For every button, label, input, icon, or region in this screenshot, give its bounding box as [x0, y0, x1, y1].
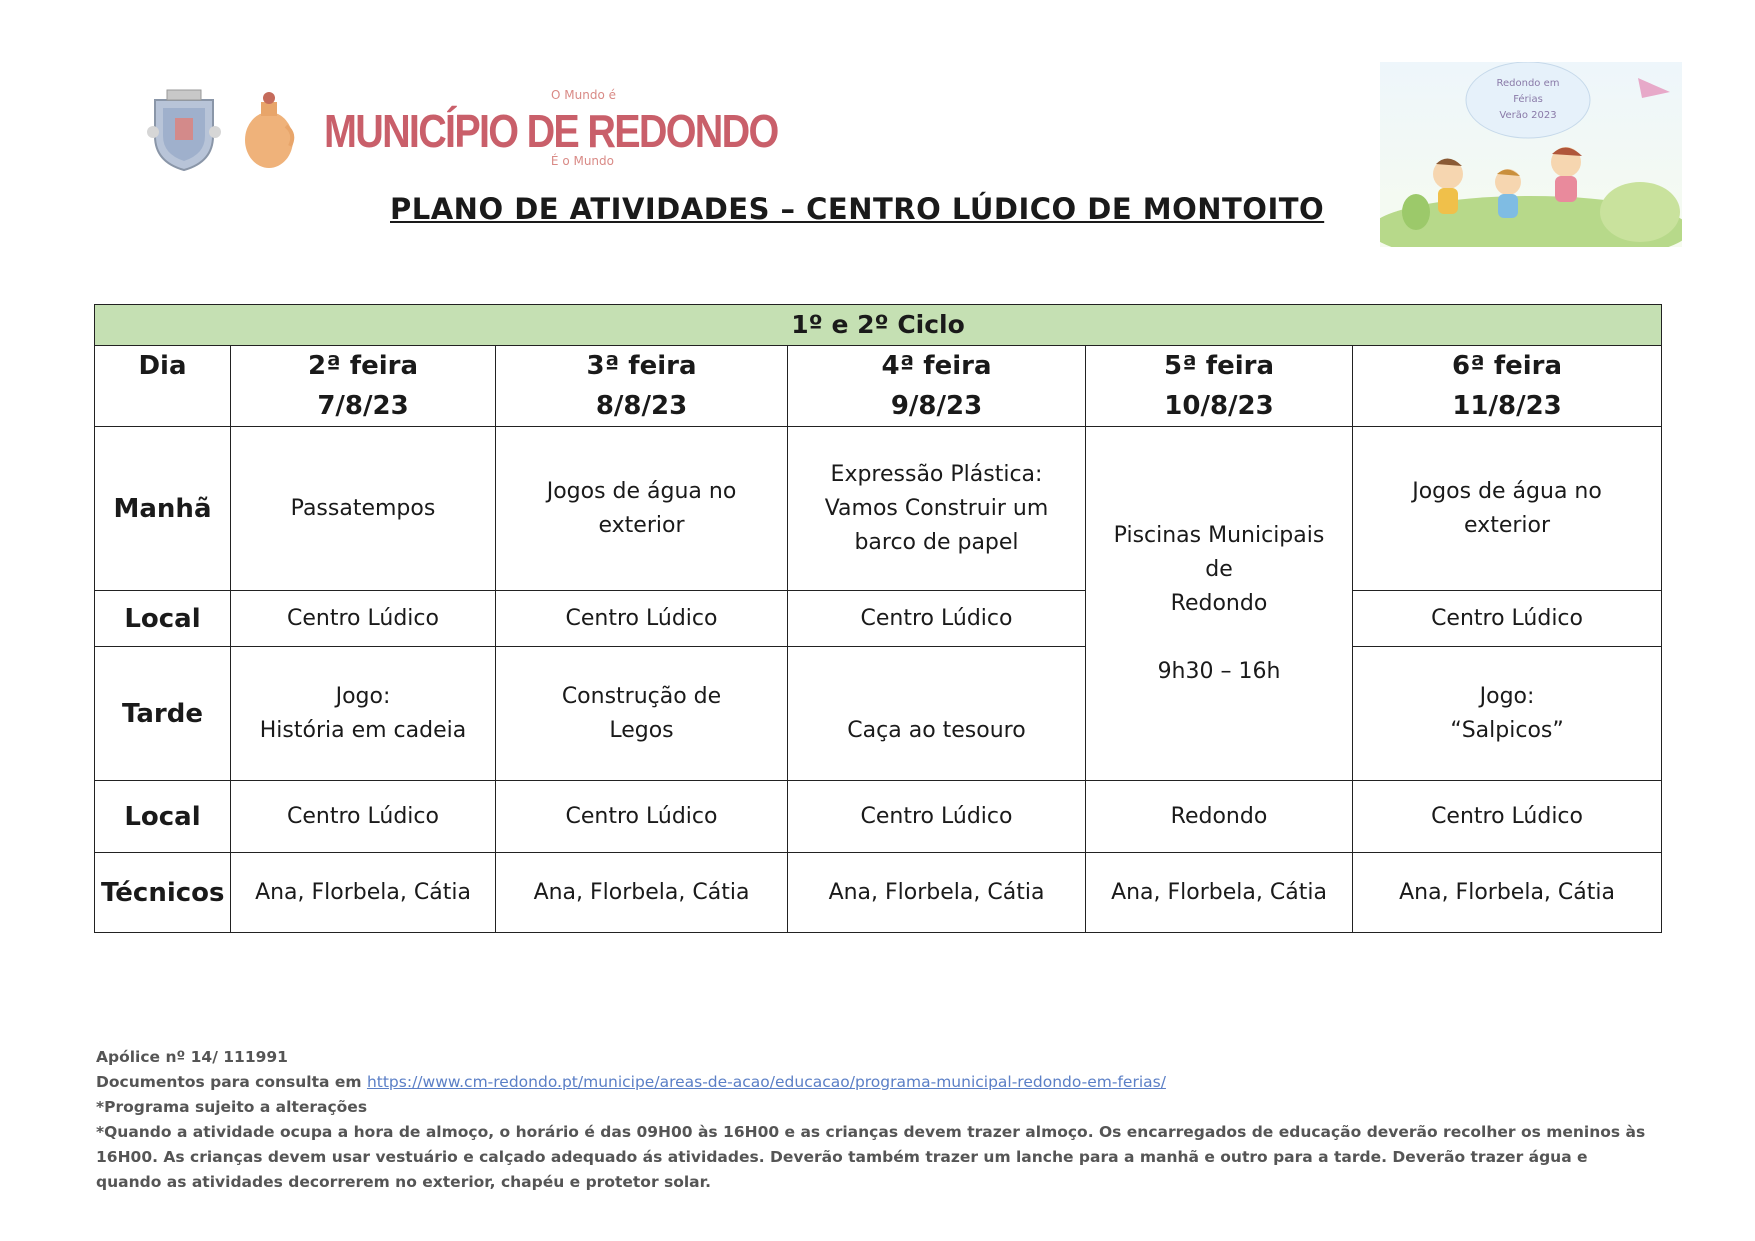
date: 11/8/23 — [1452, 391, 1562, 421]
municipality-tagline-bottom: É o Mundo — [550, 154, 614, 168]
row-label-manha: Manhã — [95, 427, 231, 591]
row-label-dia — [95, 346, 231, 427]
staff-wednesday: Ana, Florbela, Cátia — [788, 853, 1086, 933]
row-label-local-morning: Local — [95, 591, 231, 647]
date: 8/8/23 — [595, 391, 688, 421]
morning-activity-tuesday: Jogos de água no exterior — [496, 427, 788, 591]
morning-activity-monday: Passatempos — [231, 427, 496, 591]
staff-monday: Ana, Florbela, Cátia — [231, 853, 496, 933]
insurance-policy: Apólice nº 14/ 111991 — [96, 1048, 288, 1066]
dia-label: Dia — [138, 351, 187, 381]
row-label-tarde: Tarde — [95, 647, 231, 781]
afternoon-activity-wednesday: Caça ao tesouro — [788, 647, 1086, 781]
day-header-wednesday — [788, 346, 1086, 427]
promo-line-2: Férias — [1513, 94, 1543, 105]
footer-notes — [96, 1045, 1656, 1195]
afternoon-activity-tuesday: Construção de Legos — [496, 647, 788, 781]
afternoon-location-friday: Centro Lúdico — [1353, 781, 1662, 853]
afternoon-location-wednesday: Centro Lúdico — [788, 781, 1086, 853]
staff-tuesday: Ana, Florbela, Cátia — [496, 853, 788, 933]
municipality-name: MUNICÍPIO DE REDONDO — [324, 105, 778, 157]
weekday: 6ª feira — [1452, 351, 1563, 381]
documents-line — [96, 1070, 1656, 1095]
summer-holiday-illustration — [1380, 62, 1682, 247]
documents-link[interactable]: https://www.cm-redondo.pt/municipe/areas-de-acao/educacao/programa-municipal-redondo-em-ferias/ — [366, 1073, 1166, 1091]
day-header-row — [95, 346, 1662, 427]
activities-table — [94, 304, 1662, 933]
promo-line-3: Verão 2023 — [1499, 110, 1557, 121]
weekday: 3ª feira — [586, 351, 697, 381]
morning-location-tuesday: Centro Lúdico — [496, 591, 788, 647]
municipality-logo — [322, 84, 778, 174]
date: 9/8/23 — [890, 391, 983, 421]
clay-jar-icon — [240, 88, 298, 170]
program-change-note: *Programa sujeito a alterações — [96, 1098, 368, 1116]
day-header-friday — [1353, 346, 1662, 427]
thursday-pool-activity: Piscinas Municipais de Redondo 9h30 – 16h — [1086, 427, 1353, 781]
morning-location-wednesday: Centro Lúdico — [788, 591, 1086, 647]
morning-activity-friday: Jogos de água no exterior — [1353, 427, 1662, 591]
morning-activity-wednesday: Expressão Plástica: Vamos Construir um barco de papel — [788, 427, 1086, 591]
day-header-thursday — [1086, 346, 1353, 427]
row-label-local-afternoon: Local — [95, 781, 231, 853]
afternoon-location-thursday: Redondo — [1086, 781, 1353, 853]
afternoon-activity-friday: Jogo: “Salpicos” — [1353, 647, 1662, 781]
weekday: 4ª feira — [881, 351, 992, 381]
afternoon-row — [95, 647, 1662, 781]
staff-friday: Ana, Florbela, Cátia — [1353, 853, 1662, 933]
morning-location-friday: Centro Lúdico — [1353, 591, 1662, 647]
afternoon-activity-monday: Jogo: História em cadeia — [231, 647, 496, 781]
cycle-band: 1º e 2º Ciclo — [95, 305, 1662, 346]
morning-location-monday: Centro Lúdico — [231, 591, 496, 647]
promo-line-1: Redondo em — [1496, 78, 1560, 89]
date: 10/8/23 — [1164, 391, 1274, 421]
cycle-band-row — [95, 305, 1662, 346]
page-title: PLANO DE ATIVIDADES – CENTRO LÚDICO DE MONTOITO — [390, 192, 1325, 226]
day-header-tuesday — [496, 346, 788, 427]
weekday: 2ª feira — [307, 351, 419, 381]
row-label-tecnicos: Técnicos — [95, 853, 231, 933]
weekday: 5ª feira — [1163, 351, 1275, 381]
documents-prefix: Documentos para consulta em — [96, 1073, 362, 1091]
morning-row — [95, 427, 1662, 591]
day-header-monday — [231, 346, 496, 427]
afternoon-location-monday: Centro Lúdico — [231, 781, 496, 853]
staff-row — [95, 853, 1662, 933]
afternoon-location-tuesday: Centro Lúdico — [496, 781, 788, 853]
lunch-and-clothing-note: *Quando a atividade ocupa a hora de almoço, o horário é das 09H00 às 16H00 e as crianças devem trazer almoço. Os encarregados de educação deverão recolher os meninos às 16H00. As crianças devem usar vestuário e calçado adequado ás atividades. Deverão também trazer um lanche para a manhã e outro para a tarde. Deverão trazer água e quando as atividades decorrerem no exterior, chapéu e protetor solar. — [96, 1123, 1646, 1191]
date: 7/8/23 — [317, 391, 409, 421]
coat-of-arms-logo — [143, 88, 225, 174]
afternoon-location-row — [95, 781, 1662, 853]
morning-location-row — [95, 591, 1662, 647]
municipality-tagline-top: O Mundo é — [551, 88, 616, 102]
page-header — [0, 0, 1755, 260]
staff-thursday: Ana, Florbela, Cátia — [1086, 853, 1353, 933]
